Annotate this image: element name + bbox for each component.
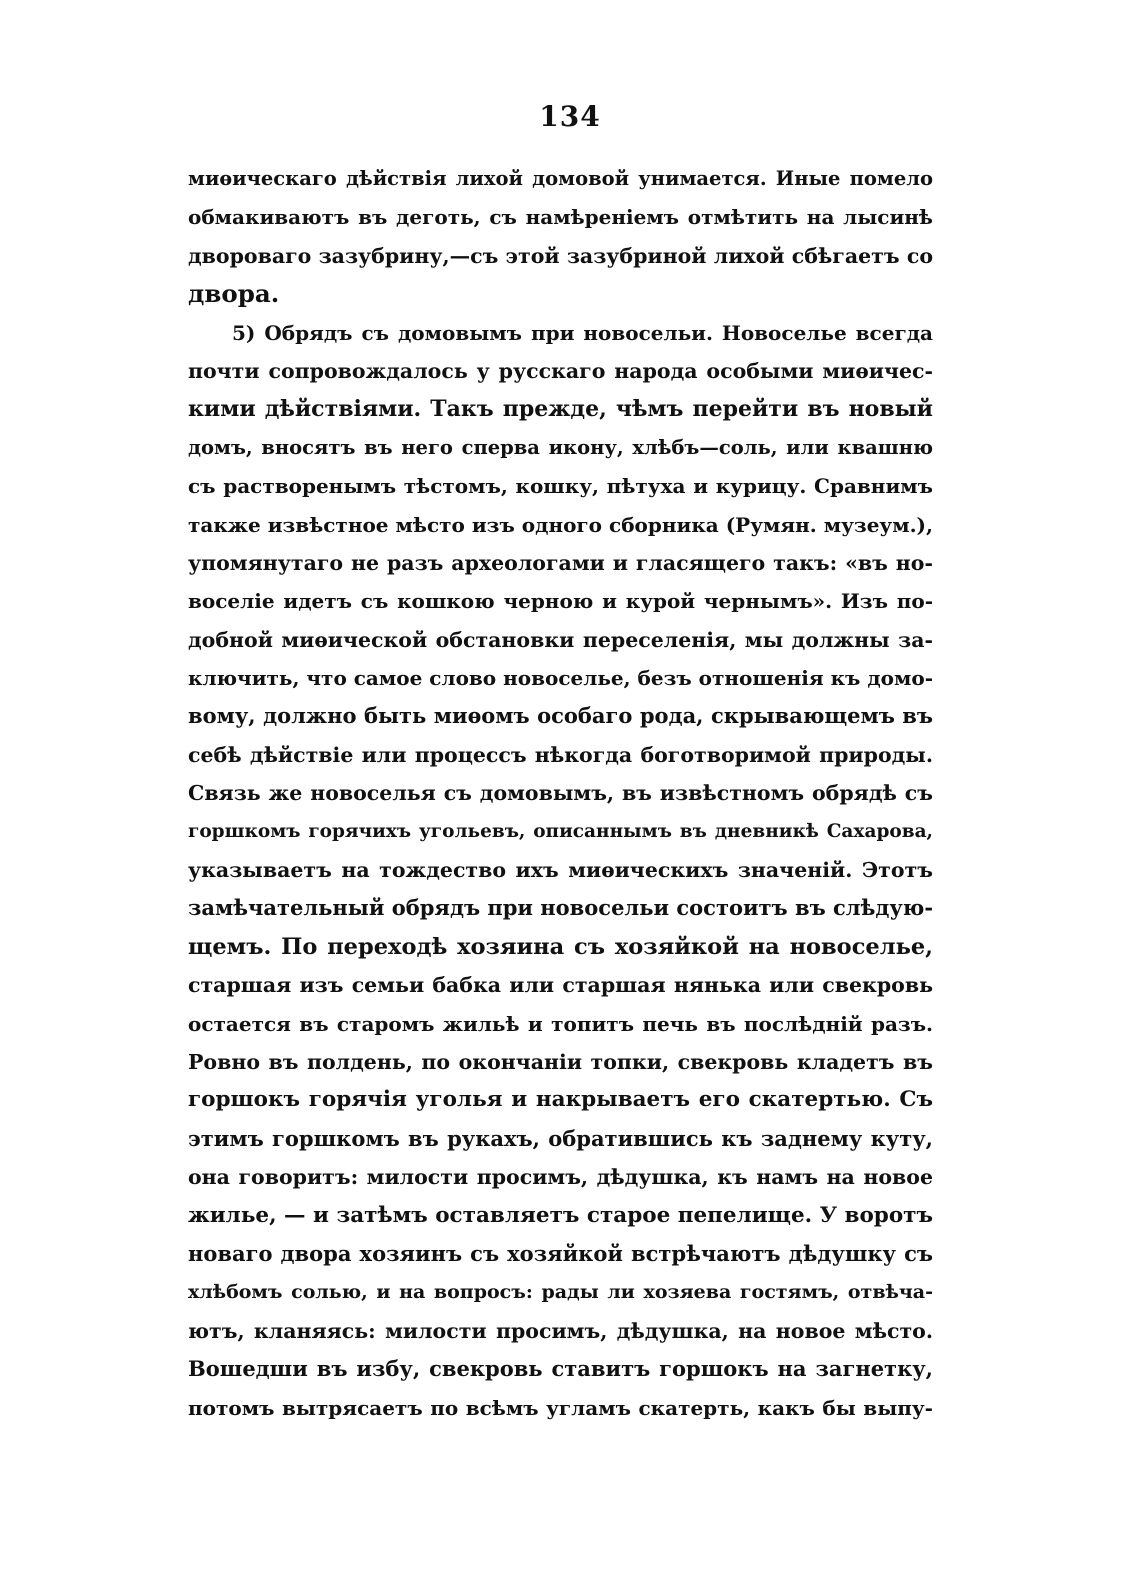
text-line: она говоритъ: милости просимъ, дѣдушка, къ намъ на новое bbox=[188, 1165, 933, 1190]
text-line: горшкомъ горячихъ угольевъ, описаннымъ въ дневникѣ Сахарова, bbox=[188, 820, 933, 842]
text-line: себѣ дѣйствіе или процессъ нѣкогда боготворимой природы. bbox=[188, 742, 933, 767]
text-line: Ровно въ полдень, по окончаніи топки, свекровь кладетъ въ bbox=[188, 1049, 933, 1074]
text-line: Вошедши въ избу, свекровь ставитъ горшокъ на загнетку, bbox=[188, 1356, 933, 1382]
text-line: хлѣбомъ солью, и на вопросъ: рады ли хозяева гостямъ, отвѣча- bbox=[188, 1281, 933, 1304]
text-line: кими дѣйствіями. Такъ прежде, чѣмъ перейти въ новый bbox=[188, 396, 933, 423]
text-line: также извѣстное мѣсто изъ одного сборника (Румян. музеум.), bbox=[188, 512, 933, 537]
text-line: ключить, что самое слово новоселье, безъ отношенія къ домо- bbox=[188, 666, 933, 691]
body-text bbox=[188, 160, 933, 1427]
text-line: миѳическаго дѣйствія лихой домовой унимается. Иные помело bbox=[188, 167, 933, 190]
text-line: горшокъ горячія уголья и накрываетъ его скатертью. Съ bbox=[188, 1087, 933, 1113]
text-line: домъ, вносятъ въ него сперва икону, хлѣбъ—соль, или квашню bbox=[188, 435, 933, 459]
text-line: почти сопровождалось у русскаго народа особыми миѳичес- bbox=[188, 358, 933, 383]
text-line: вому, должно быть миѳомъ особаго рода, скрывающемъ въ bbox=[188, 703, 933, 729]
text-line: Связь же новоселья съ домовымъ, въ извѣстномъ обрядѣ съ bbox=[188, 781, 933, 806]
text-line: остается въ старомъ жильѣ и топитъ печь въ послѣдній разъ. bbox=[188, 1011, 933, 1036]
text-line: старшая изъ семьи бабка или старшая нянька или свекровь bbox=[188, 973, 933, 998]
text-line: жилье, — и затѣмъ оставляетъ старое пепелище. У воротъ bbox=[188, 1202, 933, 1228]
text-line: новаго двора хозяинъ съ хозяйкой встрѣчаютъ дѣдушку съ bbox=[188, 1240, 933, 1266]
text-line: потомъ вытрясаетъ по всѣмъ угламъ скатерть, какъ бы выпу- bbox=[188, 1395, 933, 1420]
text-line: добной миѳической обстановки переселенія, мы должны за- bbox=[188, 627, 933, 652]
text-line: упомянутаго не разъ археологами и гласящего такъ: «въ но- bbox=[188, 550, 933, 575]
text-line: ютъ, кланяясь: милости просимъ, дѣдушка, на новое мѣсто. bbox=[188, 1318, 933, 1343]
page-number: 134 bbox=[539, 100, 601, 133]
text-line: воселіе идетъ съ кошкою черною и курой чернымъ». Изъ по- bbox=[188, 589, 933, 614]
text-line: двороваго зазубрину,—съ этой зазубриной лихой сбѣгаетъ со bbox=[188, 243, 933, 268]
text-line: этимъ горшкомъ въ рукахъ, обратившись къ заднему куту, bbox=[188, 1125, 933, 1151]
text-line: обмакиваютъ въ деготь, съ намѣреніемъ отмѣтить на лысинѣ bbox=[188, 205, 933, 230]
text-line: замѣчательный обрядъ при новосельи состоитъ въ слѣдую- bbox=[188, 895, 933, 921]
text-line: двора. bbox=[188, 279, 280, 309]
text-line: 5) Обрядъ съ домовымъ при новосельи. Новоселье всегда bbox=[232, 320, 933, 345]
text-line: указываетъ на тождество ихъ миѳическихъ значеній. Этотъ bbox=[188, 858, 933, 883]
text-line: щемъ. По переходѣ хозяина съ хозяйкой на новоселье, bbox=[188, 933, 933, 960]
text-line: съ растворенымъ тѣстомъ, кошку, пѣтуха и курицу. Сравнимъ bbox=[188, 474, 933, 499]
